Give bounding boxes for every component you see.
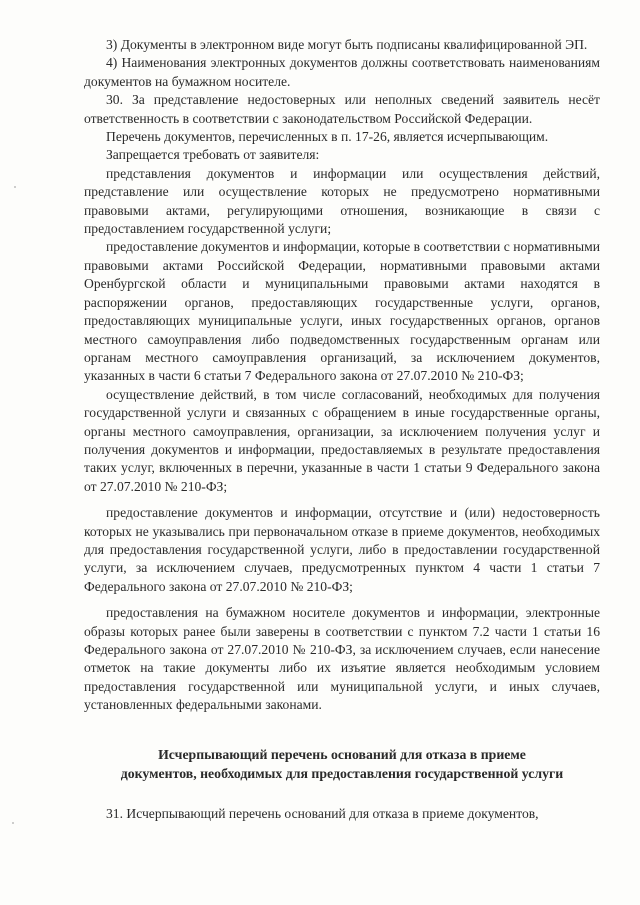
paragraph-prohibited-4: предоставление документов и информации, отсутствие и (или) недостоверность которых не указывались при первоначальном отказе в приеме документов, необходимых для предоставления государственной услуги, либо в предоставлении государственной услуги, за исключением случаев, предусмотренных пунктом 4 части 1 статьи 7 Федерального закона от 27.07.2010 № 210-ФЗ; xyxy=(84,505,600,594)
paragraph-exhaustive-list: Перечень документов, перечисленных в п. 17-26, является исчерпывающим. xyxy=(106,129,549,145)
paragraph-prohibited-intro: Запрещается требовать от заявителя: xyxy=(106,147,320,163)
scan-speck xyxy=(14,186,16,188)
paragraph-item-4: 4) Наименования электронных документов должны соответствовать наименованиям документов на бумажном носителе. xyxy=(84,55,600,89)
paragraph-item-3: 3) Документы в электронном виде могут быть подписаны квалифицированной ЭП. xyxy=(106,37,588,52)
section-heading xyxy=(84,745,600,783)
paragraph-prohibited-1: представления документов и информации или осуществления действий, представление или осуществление которых не предусмотрено нормативными правовыми актами, регулирующими отношения, возникающие в связи с предоставлением государственной услуги; xyxy=(84,165,600,237)
paragraph-prohibited-3: осуществление действий, в том числе согласований, необходимых для получения государственной услуги и связанных с обращением в иные государственные органы, органы местного самоуправления, организации, за исключением получения услуг и получения документов и информации, предоставляемых в результате предоставления таких услуг, включенных в перечни, указанные в части 1 статьи 9 Федерального закона от 27.07.2010 № 210-ФЗ; xyxy=(84,386,600,494)
paragraph-clause-31: 31. Исчерпывающий перечень оснований для отказа в приеме документов, xyxy=(106,805,539,821)
scan-speck xyxy=(12,822,14,824)
section-heading-line-1: Исчерпывающий перечень оснований для отказа в приеме xyxy=(158,746,526,762)
paragraph-prohibited-5: предоставления на бумажном носителе документов и информации, электронные образы которых ранее были заверены в соответствии с пунктом 7.2 части 1 статьи 16 Федерального закона от 27.07.2010 № 210-ФЗ, за исключением случаев, если нанесение отметок на такие документы либо их изъятие является необходимым условием предоставления государственной или муниципальной услуги, и иных случаев, установленных федеральными законами. xyxy=(84,605,600,713)
section-heading-line-2: документов, необходимых для предоставления государственной услуги xyxy=(120,765,564,781)
paragraph-clause-30: 30. За представление недостоверных или неполных сведений заявитель несёт ответственность в соответствии с законодательством Российской Федерации. xyxy=(84,92,600,126)
document-body xyxy=(84,36,600,823)
paragraph-prohibited-2: предоставление документов и информации, которые в соответствии с нормативными правовыми актами Российской Федерации, нормативными правовыми актами Оренбургской области и муниципальными правовыми актами находятся в распоряжении органов, предоставляющих государственные услуги, органов, предоставляющих муниципальные услуги, иных государственных органов, органов местного самоуправления либо подведомственных государственным органам или органам местного самоуправления организаций, за исключением документов, указанных в части 6 статьи 7 Федерального закона от 27.07.2010 № 210-ФЗ; xyxy=(84,239,600,384)
